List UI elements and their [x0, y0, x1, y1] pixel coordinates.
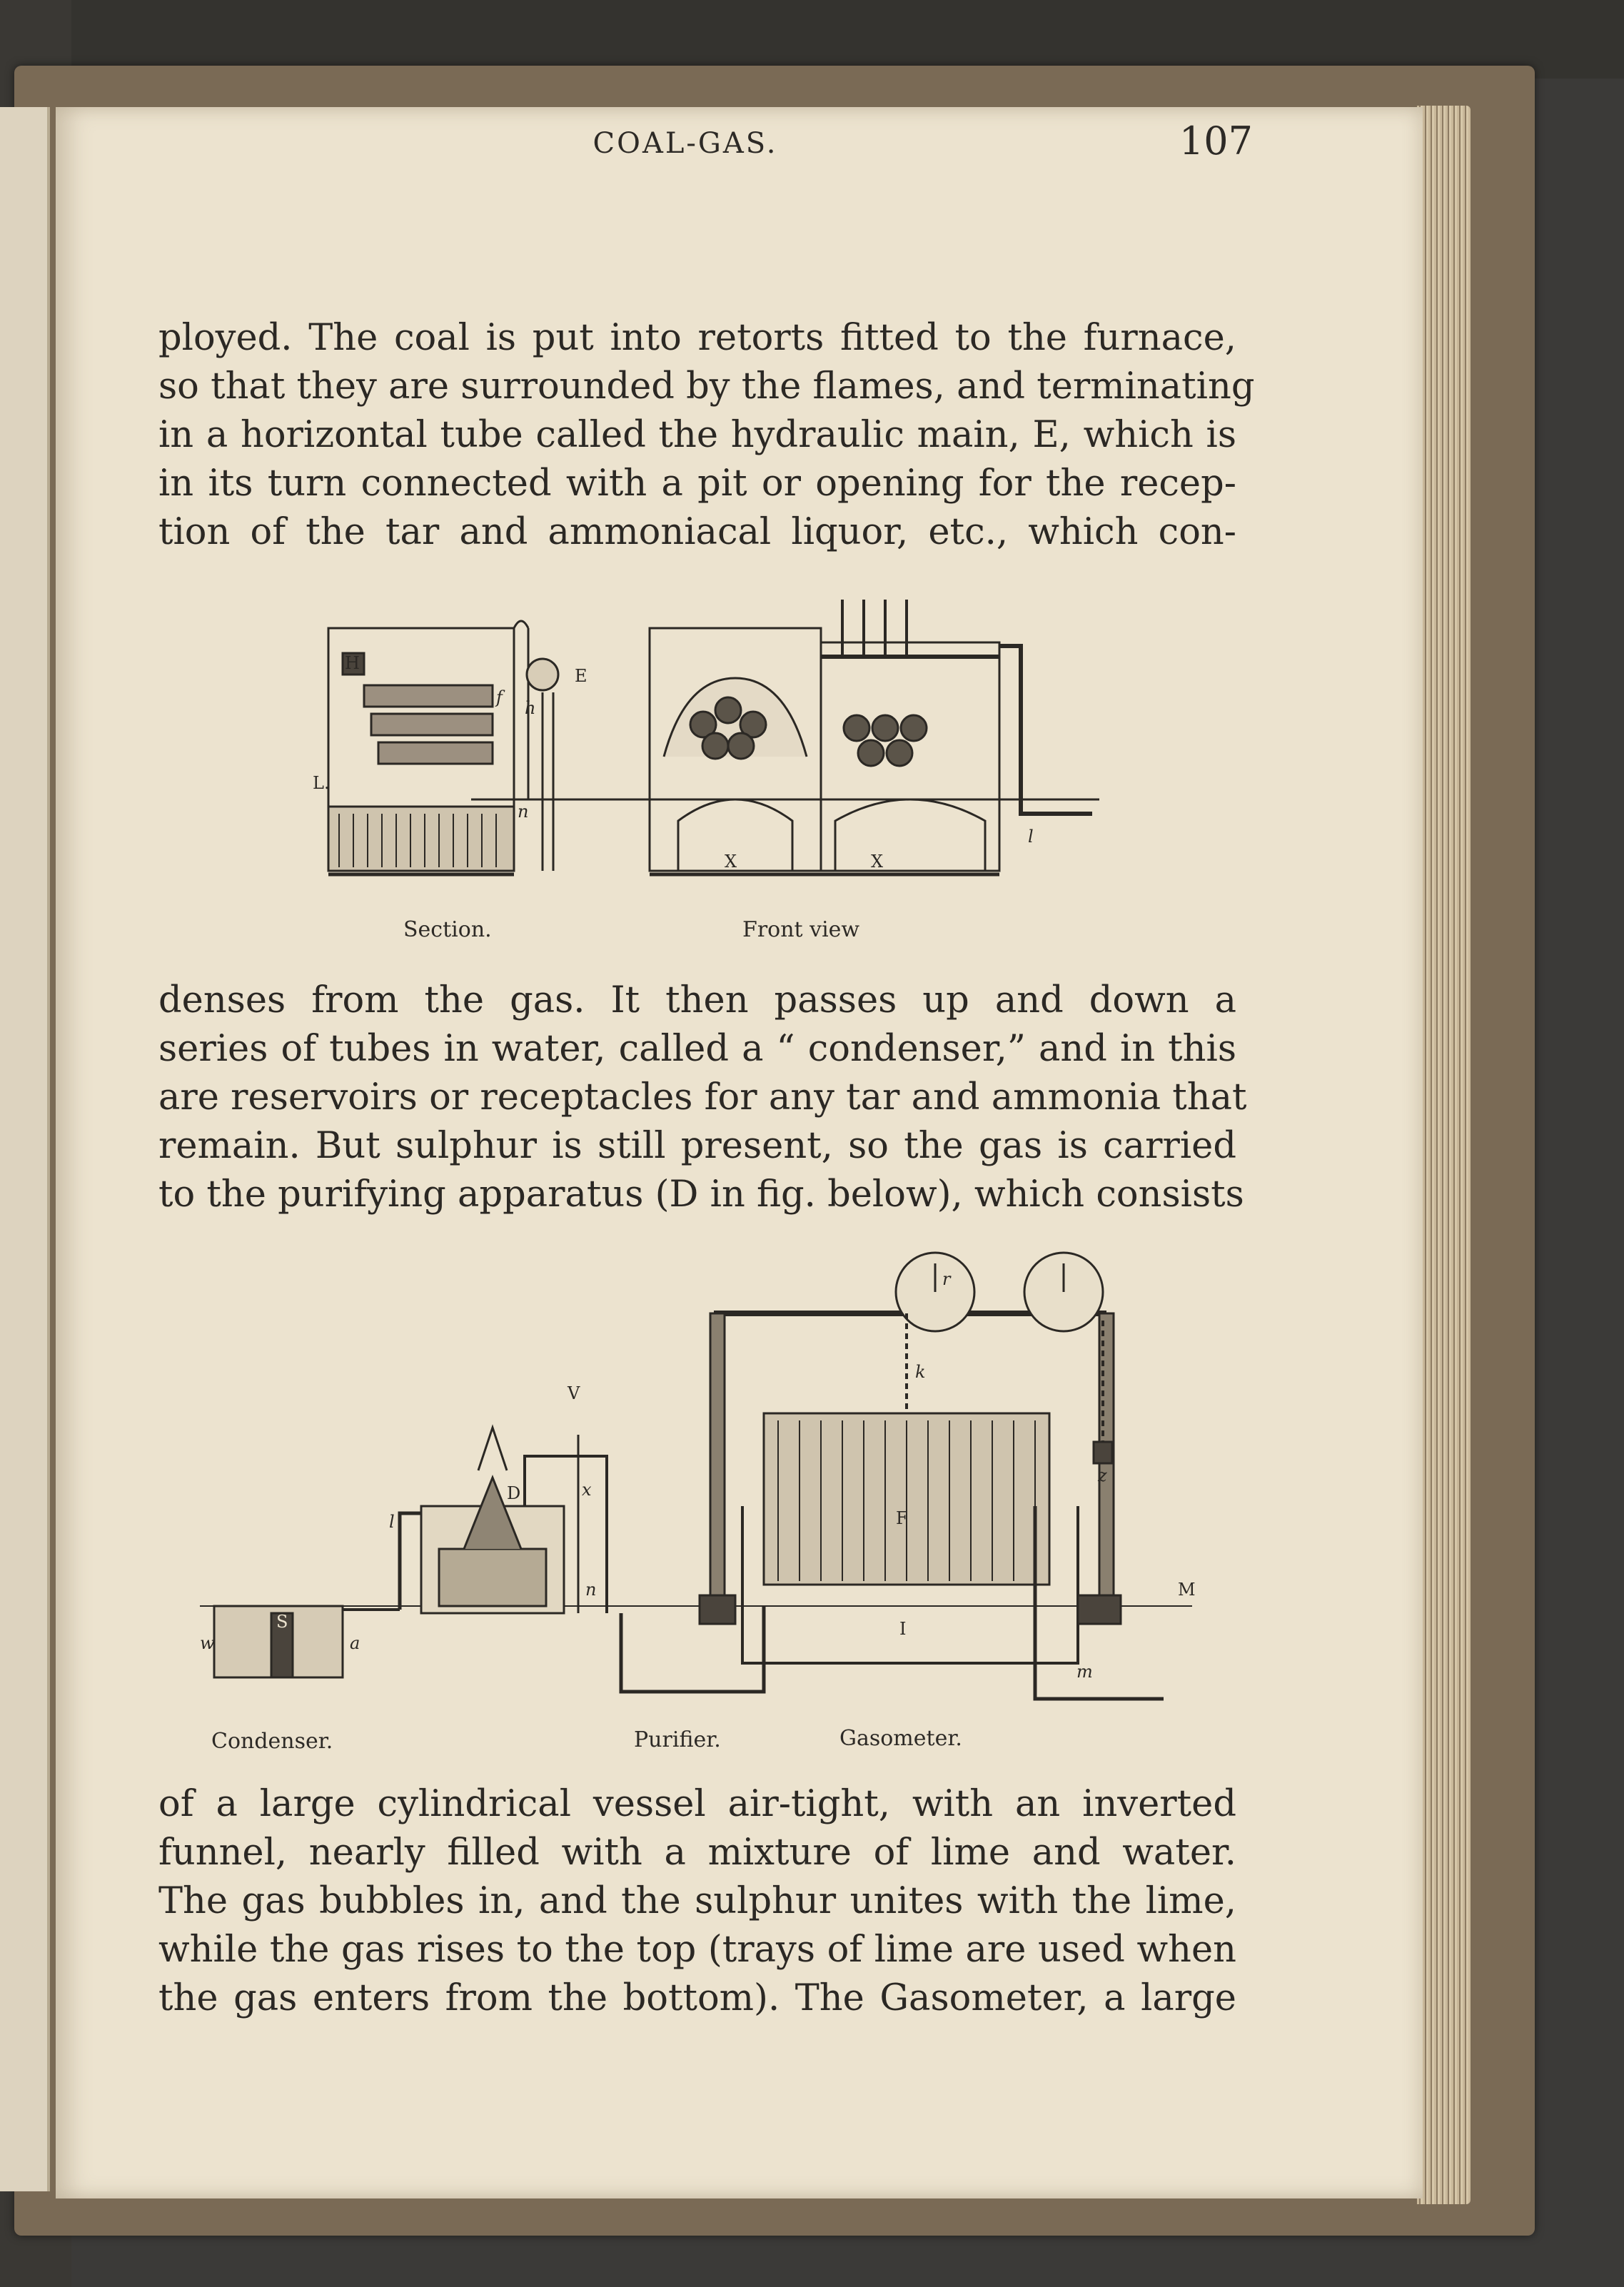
- text-line: the gas enters from the bottom). The Gasometer, a large: [158, 1977, 1236, 2019]
- label-k: k: [915, 1362, 926, 1382]
- label-V: V: [568, 1383, 580, 1403]
- text-line: so that they are surrounded by the flames, and terminating: [158, 365, 1255, 408]
- label-I: I: [899, 1619, 907, 1639]
- text-line: to the purifying apparatus (D in fig. below), which consists: [158, 1173, 1244, 1216]
- label-S: S: [276, 1612, 288, 1632]
- text-line: in a horizontal tube called the hydraulic main, E, which is: [158, 414, 1236, 456]
- retort-house-illustration: [300, 585, 1114, 928]
- text-line: denses from the gas. It then passes up and down a: [158, 979, 1236, 1021]
- label-l: l: [1028, 827, 1034, 847]
- paragraph-3: [158, 1780, 1236, 2023]
- page-number: 107: [1179, 118, 1253, 163]
- text-line: in its turn connected with a pit or opening for the recep-: [158, 463, 1236, 505]
- label-X-2: X: [871, 852, 884, 872]
- label-m: m: [1076, 1662, 1093, 1682]
- caption-front-view: Front view: [742, 917, 860, 942]
- running-head: COAL-GAS.: [592, 127, 778, 160]
- gas-works-illustration: [193, 1235, 1214, 1727]
- label-z: z: [1098, 1465, 1107, 1485]
- caption-section: Section.: [403, 917, 492, 942]
- label-n: n: [585, 1580, 597, 1600]
- text-line: series of tubes in water, called a “ condenser,” and in this: [158, 1028, 1236, 1070]
- label-n: n: [518, 802, 529, 822]
- label-f: f: [496, 687, 503, 707]
- page-block-edges: [1417, 106, 1471, 2204]
- label-x: x: [582, 1480, 592, 1500]
- label-F: F: [896, 1508, 908, 1528]
- label-L: L.: [313, 773, 330, 793]
- label-l: l: [389, 1512, 395, 1532]
- text-line: remain. But sulphur is still present, so the gas is carried: [158, 1125, 1236, 1167]
- text-line: ployed. The coal is put into retorts fitted to the furnace,: [158, 317, 1236, 359]
- label-w: w: [200, 1633, 215, 1653]
- caption-condenser: Condenser.: [211, 1729, 333, 1754]
- text-line: The gas bubbles in, and the sulphur unites with the lime,: [158, 1880, 1236, 1922]
- caption-purifier: Purifier.: [634, 1727, 721, 1752]
- label-E: E: [575, 666, 587, 686]
- caption-gasometer: Gasometer.: [839, 1726, 962, 1751]
- label-r: r: [942, 1269, 951, 1289]
- text-line: are reservoirs or receptacles for any tar and ammonia that: [158, 1076, 1247, 1119]
- text-line: funnel, nearly filled with a mixture of lime and water.: [158, 1832, 1236, 1874]
- text-line: of a large cylindrical vessel air-tight, with an inverted: [158, 1783, 1236, 1825]
- paragraph-2: [158, 976, 1247, 1219]
- text-line: while the gas rises to the top (trays of lime are used when: [158, 1929, 1236, 1971]
- label-M: M: [1178, 1580, 1196, 1600]
- label-D: D: [507, 1483, 521, 1503]
- label-H: H: [345, 653, 360, 673]
- label-a: a: [350, 1633, 360, 1653]
- previous-page-edge: [0, 107, 50, 2191]
- label-X-1: X: [725, 852, 737, 872]
- text-line: tion of the tar and ammoniacal liquor, etc., which con-: [158, 511, 1236, 553]
- paragraph-1: [158, 314, 1255, 557]
- label-h: h: [525, 698, 536, 718]
